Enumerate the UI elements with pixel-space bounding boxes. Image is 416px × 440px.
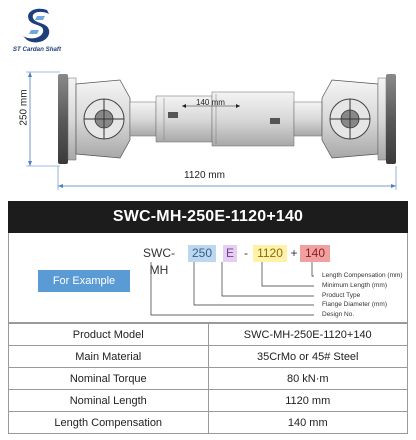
code-flange-diameter: 250 (188, 245, 216, 262)
legend-minimum-length: Minimum Length (mm) (322, 282, 388, 289)
legend-length-compensation: Length Compensation (mm) (322, 272, 403, 279)
spec-label: Product Model (9, 324, 209, 346)
legend-product-type: Product Type (322, 292, 361, 299)
brand-name: ST Cardan Shaft (12, 46, 62, 53)
code-design-no: SWC-MH (143, 246, 175, 277)
logo-mark-icon (17, 4, 57, 44)
table-row (9, 412, 408, 434)
spec-value: 140 mm (208, 412, 408, 434)
table-row (9, 346, 408, 368)
code-separator-dash: - (244, 246, 248, 260)
brand-logo (4, 4, 70, 56)
table-row (9, 390, 408, 412)
table-row (9, 324, 408, 346)
shaft-drawing (0, 62, 416, 194)
compensation-dimension-label: 140 mm (196, 98, 225, 107)
code-length-compensation: 140 (300, 245, 330, 262)
code-minimum-length: 1120 (253, 245, 287, 262)
length-dimension-label: 1120 mm (184, 170, 225, 181)
spec-label: Length Compensation (9, 412, 209, 434)
for-example-button[interactable]: For Example (38, 270, 130, 292)
code-separator-plus: + (290, 246, 298, 260)
spec-label: Nominal Torque (9, 368, 209, 390)
spec-value: 1120 mm (208, 390, 408, 412)
model-code-example (8, 233, 408, 323)
code-product-type: E (223, 245, 237, 262)
spec-value: 35CrMo or 45# Steel (208, 346, 408, 368)
spec-table (8, 323, 408, 434)
spec-label: Main Material (9, 346, 209, 368)
spec-value: SWC-MH-250E-1120+140 (208, 324, 408, 346)
spec-value: 80 kN·m (208, 368, 408, 390)
height-dimension-label: 250 mm (18, 89, 30, 126)
legend-design-no: Design No. (322, 311, 355, 318)
legend-flange-diameter: Flange Diameter (mm) (322, 301, 388, 308)
table-row (9, 368, 408, 390)
spec-label: Nominal Length (9, 390, 209, 412)
model-banner: SWC-MH-250E-1120+140 (8, 201, 408, 233)
